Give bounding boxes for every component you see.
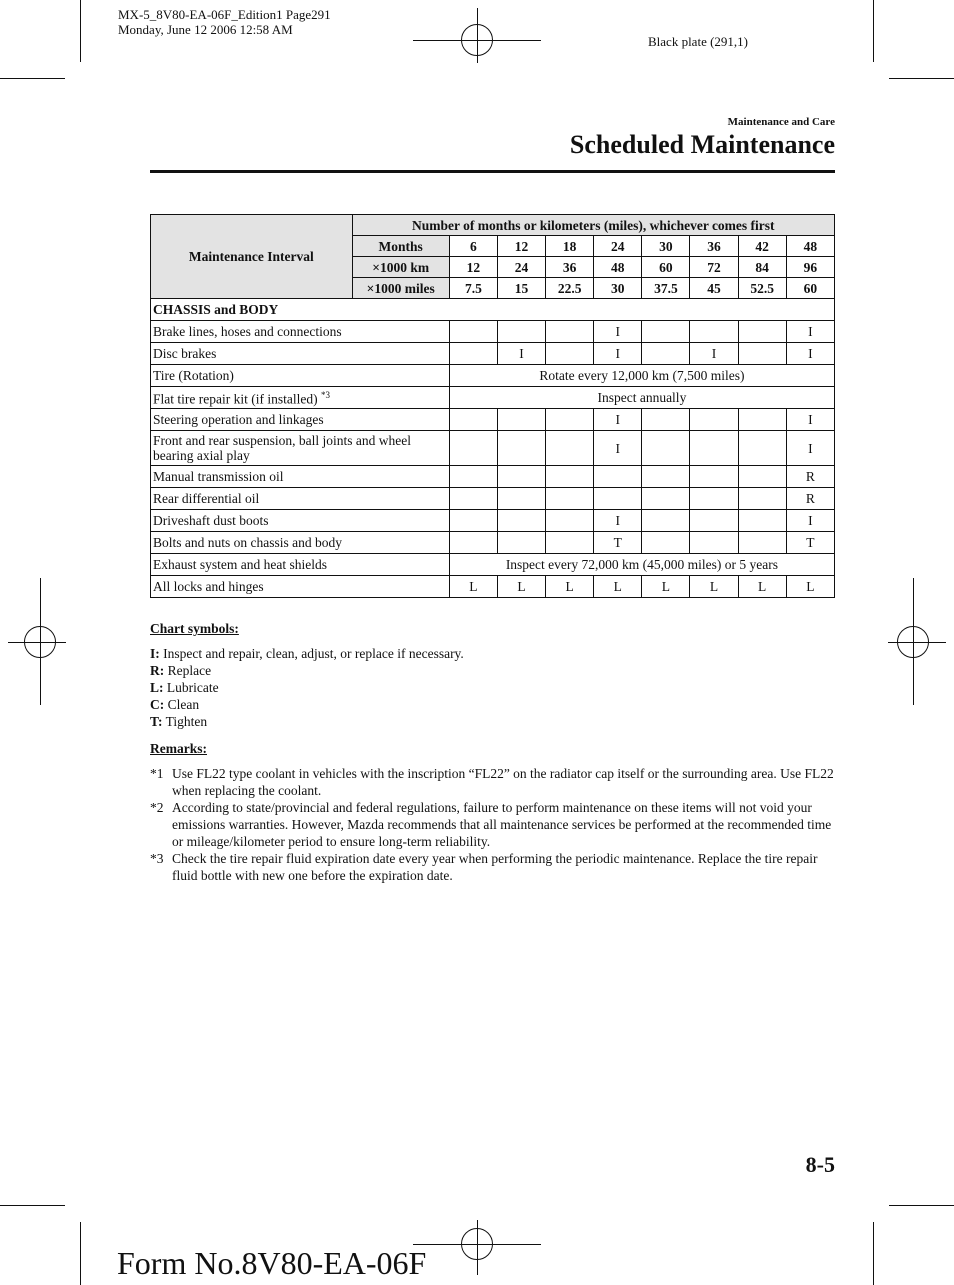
interval-unit: ×1000 miles [352,278,449,299]
value-cell: L [546,576,594,598]
symbol-key: I: [150,646,160,661]
item-cell [151,343,450,365]
symbol-list [150,645,840,730]
symbol-item [150,696,840,713]
title-rule [150,170,835,173]
interval-value: 72 [690,257,738,278]
table-row [151,409,835,431]
interval-value: 30 [642,236,690,257]
value-cell [690,409,738,431]
value-cell [497,488,545,510]
interval-value: 48 [786,236,834,257]
remark-number: *3 [150,851,164,866]
interval-value: 12 [497,236,545,257]
item-label: Driveshaft dust boots [153,513,269,528]
section-label: Maintenance and Care [727,116,835,128]
remark-text: Use FL22 type coolant in vehicles with the inscription “FL22” on the radiator cap itself or the surrounding area. Use FL22 when replacing the coolant. [172,766,834,798]
page-title: Scheduled Maintenance [569,130,835,159]
value-cell [642,343,690,365]
remark-item [150,799,840,850]
value-cell: L [594,576,642,598]
item-cell [151,576,450,598]
table-row [151,387,835,409]
interval-value: 30 [594,278,642,299]
table-row [151,576,835,598]
interval-value: 60 [786,278,834,299]
table-row [151,466,835,488]
symbol-text: Lubricate [166,680,219,695]
symbol-item [150,662,840,679]
item-label: Disc brakes [153,346,217,361]
item-label: Bolts and nuts on chassis and body [153,535,342,550]
item-label: Front and rear suspension, ball joints and wheel bearing axial play [153,433,411,463]
value-cell [449,488,497,510]
table-row [151,343,835,365]
interval-value: 36 [546,257,594,278]
item-label: Rear differential oil [153,491,260,506]
item-cell [151,387,450,409]
crop-mark [889,78,954,79]
value-cell [690,532,738,554]
remark-item [150,850,840,884]
value-cell [738,532,786,554]
interval-value: 96 [786,257,834,278]
value-cell: I [786,321,834,343]
value-cell [738,409,786,431]
interval-value: 60 [642,257,690,278]
value-cell [497,409,545,431]
item-cell [151,510,450,532]
item-label: Exhaust system and heat shields [153,557,327,572]
value-cell [497,510,545,532]
interval-value: 18 [546,236,594,257]
value-cell [642,532,690,554]
span-cell: Inspect every 72,000 km (45,000 miles) or 5 years [449,554,834,576]
table-row [151,510,835,532]
crop-mark [80,0,81,62]
value-cell: I [594,431,642,466]
value-cell: L [497,576,545,598]
value-cell [497,532,545,554]
item-label: Tire (Rotation) [153,368,234,383]
table-row [151,554,835,576]
registration-circle [461,24,493,56]
interval-value: 24 [594,236,642,257]
plate-label: Black plate (291,1) [648,34,748,49]
interval-value: 15 [497,278,545,299]
value-cell [690,321,738,343]
interval-unit: ×1000 km [352,257,449,278]
interval-value: 36 [690,236,738,257]
value-cell [497,431,545,466]
table-header-row [151,215,835,236]
form-number: Form No.8V80-EA-06F [117,1245,427,1281]
crop-mark [0,78,65,79]
interval-value: 6 [449,236,497,257]
item-cell [151,409,450,431]
symbol-text: Clean [167,697,200,712]
symbol-text: Inspect and repair, clean, adjust, or replace if necessary. [163,646,464,661]
value-cell [449,343,497,365]
value-cell [449,466,497,488]
crop-mark [0,1205,65,1206]
registration-circle [24,626,56,658]
file-info-date: Monday, June 12 2006 12:58 AM [118,22,293,37]
value-cell [546,343,594,365]
value-cell: I [786,510,834,532]
crop-mark [873,0,874,62]
value-cell [642,466,690,488]
item-label: Steering operation and linkages [153,412,324,427]
value-cell [690,488,738,510]
value-cell: R [786,488,834,510]
symbol-key: R: [150,663,165,678]
value-cell [690,431,738,466]
value-cell [449,409,497,431]
symbol-key: L: [150,680,164,695]
interval-value: 22.5 [546,278,594,299]
value-cell [642,431,690,466]
chart-symbols-heading: Chart symbols: [150,621,239,636]
table-row [151,488,835,510]
value-cell [690,510,738,532]
value-cell [594,466,642,488]
value-cell [497,466,545,488]
value-cell [738,466,786,488]
span-cell: Rotate every 12,000 km (7,500 miles) [449,365,834,387]
value-cell [738,321,786,343]
value-cell [594,488,642,510]
value-cell [546,321,594,343]
value-cell [449,532,497,554]
remarks [150,740,840,884]
file-info [118,7,331,37]
symbol-key: T: [150,714,163,729]
remark-text: Check the tire repair fluid expiration date every year when performing the periodic maintenance. Replace the tire repair fluid bottle with new one before the expiration date. [172,851,818,883]
value-cell: I [594,321,642,343]
item-cell [151,431,450,466]
value-cell [690,466,738,488]
group-label: CHASSIS and BODY [151,299,835,321]
value-cell [449,510,497,532]
item-label: Flat tire repair kit (if installed) [153,391,318,407]
value-cell [449,321,497,343]
maintenance-table [150,214,835,598]
interval-value: 7.5 [449,278,497,299]
value-cell: L [738,576,786,598]
value-cell: T [786,532,834,554]
value-cell [738,343,786,365]
remark-text: According to state/provincial and federal regulations, failure to perform maintenance on these items will not void your emissions warranties. However, Mazda recommends that all maintenance services be performed at the recommended time or mileage/kilometer period to ensure long-term reliability. [172,800,832,849]
value-cell [738,431,786,466]
value-cell: L [642,576,690,598]
page-number: 8-5 [805,1152,835,1177]
value-cell [546,431,594,466]
value-cell [546,532,594,554]
interval-unit: Months [352,236,449,257]
symbol-item [150,645,840,662]
table-row [151,532,835,554]
symbol-text: Replace [167,663,212,678]
value-cell [642,409,690,431]
value-cell [546,466,594,488]
table-row [151,321,835,343]
value-cell [546,488,594,510]
value-cell: I [594,510,642,532]
value-cell [642,510,690,532]
interval-value: 12 [449,257,497,278]
interval-label: Maintenance Interval [151,215,353,299]
remark-number: *1 [150,766,164,781]
value-cell: L [449,576,497,598]
table-row [151,365,835,387]
value-cell [449,431,497,466]
remarks-heading: Remarks: [150,741,207,756]
interval-value: 48 [594,257,642,278]
chart-symbols [150,620,840,730]
registration-circle [897,626,929,658]
value-cell: I [786,343,834,365]
item-label: All locks and hinges [153,579,264,594]
registration-circle [461,1228,493,1260]
symbol-item [150,713,840,730]
item-cell [151,532,450,554]
interval-value: 37.5 [642,278,690,299]
group-row [151,299,835,321]
value-cell [546,409,594,431]
item-label: Manual transmission oil [153,469,284,484]
file-info-line: MX-5_8V80-EA-06F_Edition1 Page291 [118,7,331,22]
value-cell [738,488,786,510]
crop-mark [80,1222,81,1285]
value-cell: T [594,532,642,554]
value-cell: L [690,576,738,598]
crop-mark [889,1205,954,1206]
item-label: Brake lines, hoses and connections [153,324,342,339]
table-row [151,431,835,466]
value-cell [738,510,786,532]
value-cell [642,321,690,343]
crop-mark [873,1222,874,1285]
value-cell: I [690,343,738,365]
remark-number: *2 [150,800,164,815]
item-cell [151,365,450,387]
value-cell: I [497,343,545,365]
value-cell: I [786,409,834,431]
item-cell [151,321,450,343]
span-header: Number of months or kilometers (miles), whichever comes first [352,215,834,236]
value-cell [546,510,594,532]
interval-value: 24 [497,257,545,278]
value-cell: L [786,576,834,598]
value-cell: I [594,343,642,365]
item-cell [151,554,450,576]
item-cell [151,466,450,488]
symbol-key: C: [150,697,165,712]
interval-value: 42 [738,236,786,257]
interval-value: 52.5 [738,278,786,299]
value-cell [497,321,545,343]
remark-item [150,765,840,799]
value-cell: I [594,409,642,431]
interval-value: 84 [738,257,786,278]
value-cell [642,488,690,510]
span-cell: Inspect annually [449,387,834,409]
symbol-item [150,679,840,696]
item-cell [151,488,450,510]
value-cell: I [786,431,834,466]
symbol-text: Tighten [165,714,208,729]
value-cell: R [786,466,834,488]
interval-value: 45 [690,278,738,299]
item-note: *3 [320,390,330,401]
remark-list [150,765,840,884]
